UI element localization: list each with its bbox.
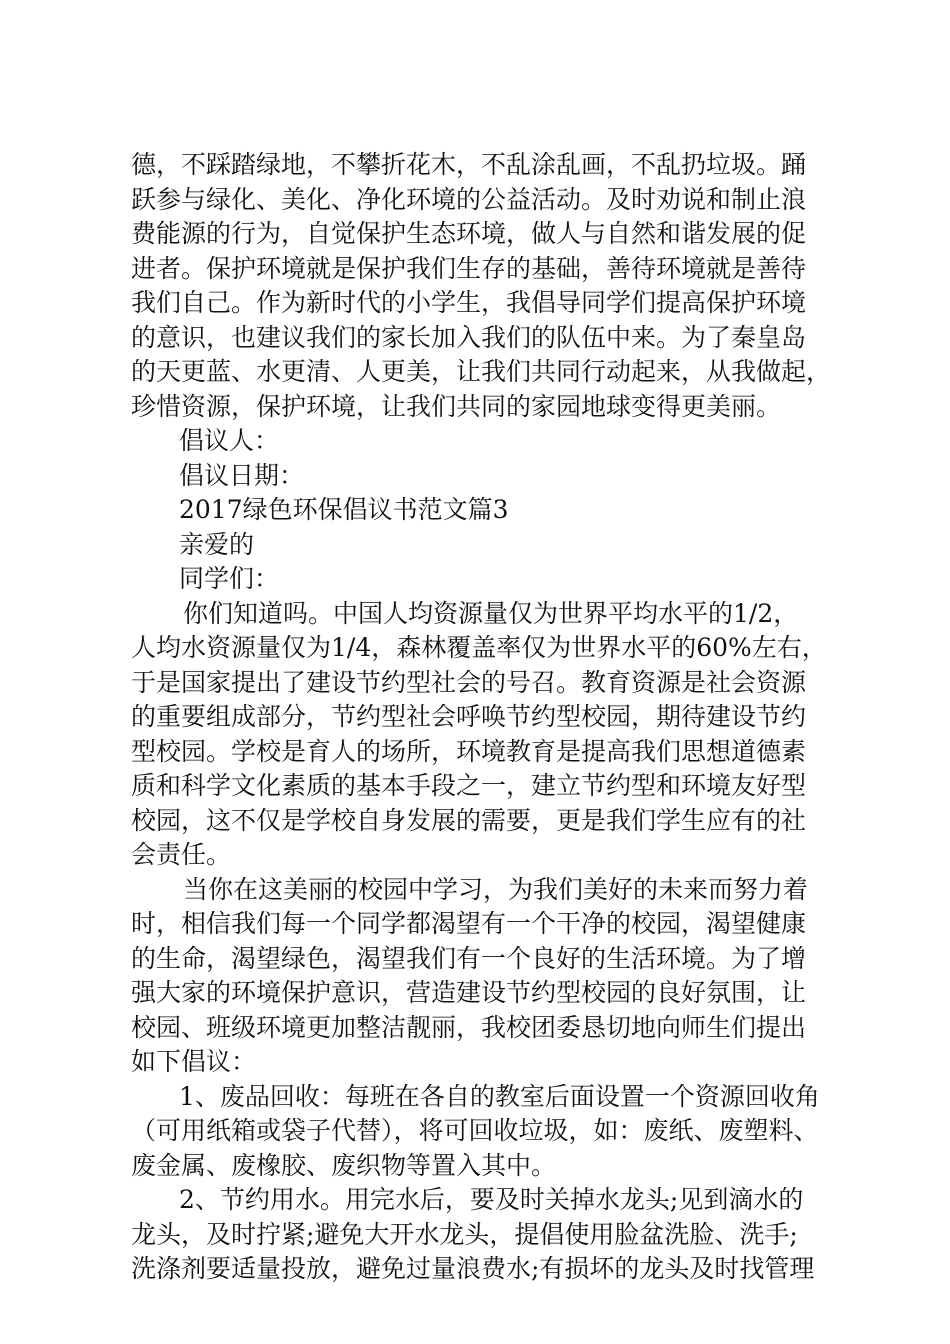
text-line: 费能源的行为，自觉保护生态环境，做人与自然和谐发展的促 <box>131 219 807 248</box>
text-line: 洗涤剂要适量投放，避免过量浪费水;有损坏的龙头及时找管理 <box>131 1254 815 1283</box>
text-line: 1、废品回收：每班在各自的教室后面设置一个资源回收角 <box>179 1081 820 1111</box>
text-line: 2、节约用水。用完水后，要及时关掉水龙头;见到滴水的 <box>179 1185 804 1214</box>
text-line: 于是国家提出了建设节约型社会的号召。教育资源是社会资源 <box>131 667 807 697</box>
text-line: （可用纸箱或袋子代替），将可回收垃圾，如：废纸、废塑料、 <box>131 1116 819 1145</box>
text-line: 的重要组成部分，节约型社会呼唤节约型校园，期待建设节约 <box>131 702 807 731</box>
text-line: 废金属、废橡胶、废织物等置入其中。 <box>131 1150 557 1180</box>
text-line: 的天更蓝、水更清、人更美，让我们共同行动起来，从我做起， <box>131 357 832 386</box>
text-line: 倡议日期： <box>179 460 305 490</box>
text-line: 当你在这美丽的校园中学习，为我们美好的未来而努力着 <box>183 874 809 904</box>
text-line: 质和科学文化素质的基本手段之一，建立节约型和环境友好型 <box>131 771 807 800</box>
text-line: 德，不踩踏绿地，不攀折花木，不乱涂乱画，不乱扔垃圾。踊 <box>131 150 807 179</box>
text-line: 我们自己。作为新时代的小学生，我倡导同学们提高保护环境 <box>131 288 807 317</box>
text-line: 校园，这不仅是学校自身发展的需要，更是我们学生应有的社 <box>131 805 807 835</box>
text-line: 你们知道吗。中国人均资源量仅为世界平均水平的1/2， <box>183 598 799 628</box>
text-line: 型校园。学校是育人的场所，环境教育是提高我们思想道德素 <box>131 736 807 766</box>
text-line: 进者。保护环境就是保护我们生存的基础，善待环境就是善待 <box>131 253 807 283</box>
text-line: 强大家的环境保护意识，营造建设节约型校园的良好氛围，让 <box>131 978 807 1007</box>
text-line: 会责任。 <box>131 840 232 869</box>
text-line: 时，相信我们每一个同学都渴望有一个干净的校园，渴望健康 <box>131 909 807 938</box>
text-line: 龙头，及时拧紧;避免大开水龙头，提倡使用脸盆洗脸、洗手; <box>131 1219 798 1249</box>
text-line: 校园、班级环境更加整洁靓丽，我校团委恳切地向师生们提出 <box>131 1012 807 1042</box>
text-line: 跃参与绿化、美化、净化环境的公益活动。及时劝说和制止浪 <box>131 184 807 214</box>
text-line: 的生命，渴望绿色，渴望我们有一个良好的生活环境。为了增 <box>131 943 807 973</box>
text-line: 如下倡议： <box>131 1047 257 1076</box>
text-line: 倡议人： <box>179 426 280 455</box>
text-line: 珍惜资源，保护环境，让我们共同的家园地球变得更美丽。 <box>131 391 782 421</box>
text-line: 2017绿色环保倡议书范文篇3 <box>179 495 509 524</box>
text-line: 同学们： <box>179 564 280 593</box>
document-body <box>131 148 861 1287</box>
text-line: 亲爱的 <box>179 529 255 559</box>
text-line: 人均水资源量仅为1/4，森林覆盖率仅为世界水平的60%左右， <box>131 633 827 662</box>
text-line: 的意识，也建议我们的家长加入我们的队伍中来。为了秦皇岛 <box>131 322 807 352</box>
